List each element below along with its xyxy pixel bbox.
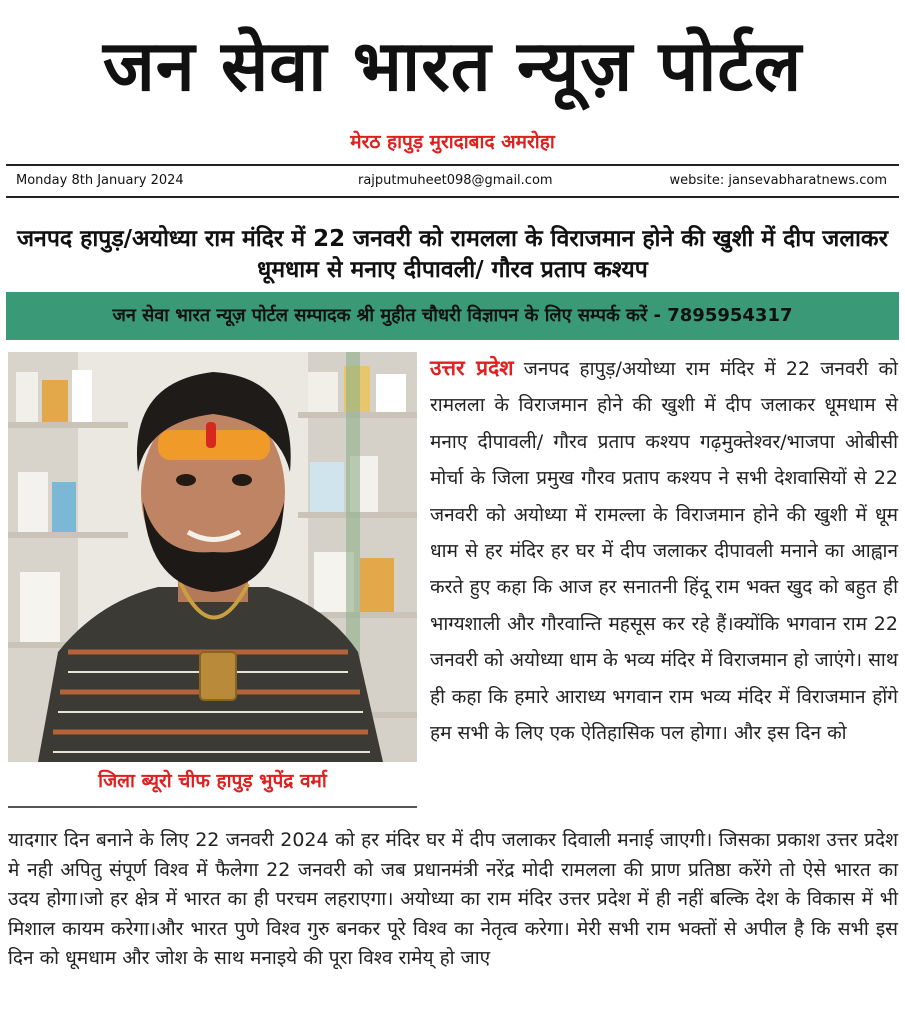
article-body-top: जनपद हापुड़/अयोध्या राम मंदिर में 22 जनवरी को रामलला के विराजमान होने की खुशी में दीप जलाकर धूमधाम से मनाए दीपावली/ गौरव प्रताप कश्यप गढ़मुक्तेश्वर/भाजपा ओबीसी मोर्चा के जिला प्रमुख गौरव प्रताप कश्यप ने सभी देशवासियों से 22 जनवरी को अयोध्या में रामल्ला के विराजमान होने की खुशी में धूम धाम से हर मंदिर हर घर में दीप जलाकर दीपावली मनाने का आह्वान करते हुए कहा कि आज हर सनातनी हिंदू राम भक्त खुद को बहुत ही भाग्यशाली और गौरवान्ति महसूस कर रहे हैं।क्योंकि भगवान राम 22 जनवरी को अयोध्या धाम के भव्य मंदिर में विराजमान हो जाएंगे। साथ ही कहा कि हमारे आराध्य भगवान राम भव्य मंदिर में विराजमान होंगे हम सभी के लिए एक ऐतिहासिक पल होगा। और इस दिन को bbox=[430, 358, 898, 745]
advert-banner: जन सेवा भारत न्यूज़ पोर्टल सम्पादक श्री मुहीत चौधरी विज्ञापन के लिए सम्पर्क करें - 7895954317 bbox=[6, 292, 899, 340]
reporter-photo-illustration bbox=[8, 352, 417, 762]
reporter-photo bbox=[8, 352, 417, 762]
masthead-title: जन सेवा भारत न्यूज़ पोर्टल bbox=[102, 25, 803, 107]
caption-rule bbox=[8, 806, 417, 808]
article-body-continued: यादगार दिन बनाने के लिए 22 जनवरी 2024 को हर मंदिर घर में दीप जलाकर दिवाली मनाई जाएगी। जिसका प्रकाश उत्तर प्रदेश मे नही अपितु संपूर्ण विश्व में फैलेगा 22 जनवरी को जब प्रधानमंत्री नरेंद्र मोदी रामलला की प्राण प्रतिष्ठा करेंगे तो ऐसे भारत का उदय होगा।जो हर क्षेत्र में भारत का ही परचम लहराएगा। अयोध्या का राम मंदिर उत्तर प्रदेश में ही नहीं बल्कि देश के विकास में भी मिशाल कायम करेगा।और भारत पुणे विश्व गुरु बनकर पूरे विश्व का नेतृत्व करेगा। मेरी सभी राम भक्तों से अपील है कि सभी इस दिन को धूमधाम और जोश के साथ मनाइये की पूरा विश्व रामेय् हो जाए bbox=[8, 829, 898, 970]
info-bar bbox=[6, 168, 899, 194]
masthead-cities: मेरठ हापुड़ मुरादाबाद अमरोहा bbox=[350, 131, 555, 153]
info-bottom-rule bbox=[6, 196, 899, 198]
contact-email[interactable]: rajputmuheet098@gmail.com bbox=[358, 173, 553, 188]
article-headline: जनपद हापुड़/अयोध्या राम मंदिर में 22 जनवरी को रामलला के विराजमान होने की खुशी में दीप जलाकर धूमधाम से मनाए दीपावली/ गौरव प्रताप कश्यप bbox=[16, 226, 888, 283]
photo-caption: जिला ब्यूरो चीफ हापुड़ भुपेंद्र वर्मा bbox=[98, 770, 327, 792]
article-dateline: उत्तर प्रदेश bbox=[430, 356, 514, 380]
top-rule bbox=[6, 164, 899, 166]
article-body-column bbox=[430, 350, 898, 751]
website-link[interactable]: website: jansevabharatnews.com bbox=[669, 173, 887, 188]
issue-date: Monday 8th January 2024 bbox=[16, 173, 184, 188]
